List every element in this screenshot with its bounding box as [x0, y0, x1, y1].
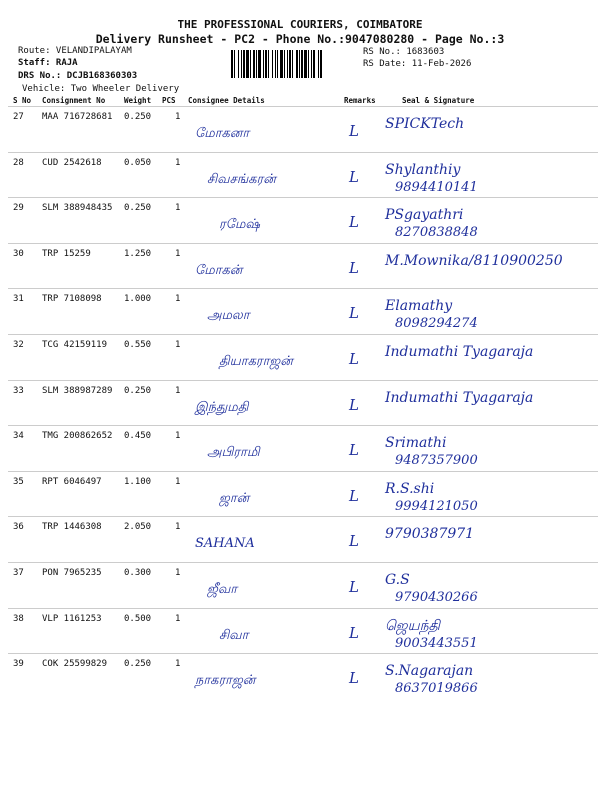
- pcs-value: 1: [175, 386, 181, 396]
- row-divider: [8, 653, 598, 654]
- remark-mark: L: [349, 122, 359, 140]
- barcode-bar: [320, 50, 322, 78]
- consignee-handwritten: ஜான்: [219, 491, 250, 506]
- signature-phone: 9894410141: [395, 180, 478, 195]
- company-title: THE PROFESSIONAL COURIERS, COIMBATORE: [177, 18, 423, 31]
- consignment-number: COK 25599829: [42, 659, 108, 669]
- weight-value: 0.250: [124, 659, 152, 669]
- consignment-number: PON 7965235: [42, 568, 102, 578]
- col-sno: S No: [13, 96, 32, 105]
- barcode-bar: [289, 50, 291, 78]
- consignee-handwritten: ஜீவா: [207, 582, 238, 597]
- consignee-handwritten: மோகனா: [195, 126, 250, 141]
- consignment-number: RPT 6046497: [42, 477, 102, 487]
- barcode-bar: [246, 50, 249, 78]
- consignment-number: SLM 388948435: [42, 203, 113, 213]
- barcode-bar: [258, 50, 261, 78]
- weight-value: 0.550: [124, 340, 152, 350]
- barcode-bar: [234, 50, 235, 78]
- barcode-bar: [308, 50, 309, 78]
- weight-value: 0.250: [124, 386, 152, 396]
- signature-phone: 8637019866: [395, 681, 478, 696]
- pcs-value: 1: [175, 431, 181, 441]
- signature-phone: 9487357900: [395, 453, 478, 468]
- consignment-number: TRP 1446308: [42, 522, 102, 532]
- barcode-bar: [304, 50, 307, 78]
- row-sno: 36: [13, 522, 24, 532]
- barcode-bar: [256, 50, 257, 78]
- barcode-image: [231, 50, 358, 78]
- consignee-handwritten: தியாகராஜன்: [219, 354, 293, 369]
- row-divider: [8, 288, 598, 289]
- signature-phone: 8098294274: [395, 316, 478, 331]
- signature-text: ஜெயந்தி: [385, 618, 441, 634]
- weight-value: 1.000: [124, 294, 152, 304]
- consignee-handwritten: ரமேஷ்: [219, 217, 260, 232]
- col-pcs: PCS: [162, 96, 176, 105]
- barcode-bar: [275, 50, 276, 78]
- row-divider: [8, 197, 598, 198]
- consignment-number: MAA 716728681: [42, 112, 113, 122]
- row-divider: [8, 425, 598, 426]
- remark-mark: L: [349, 487, 359, 505]
- barcode-bar: [272, 50, 273, 78]
- pcs-value: 1: [175, 659, 181, 669]
- consignment-number: SLM 388987289: [42, 386, 113, 396]
- consignment-number: TRP 7108098: [42, 294, 102, 304]
- row-sno: 27: [13, 112, 24, 122]
- row-divider: [8, 471, 598, 472]
- consignee-handwritten: சிவசங்கரன்: [207, 172, 276, 187]
- barcode-bar: [268, 50, 269, 78]
- barcode-bar: [241, 50, 242, 78]
- consignee-handwritten: மோகன்: [195, 263, 243, 278]
- row-sno: 32: [13, 340, 24, 350]
- barcode-bar: [243, 50, 245, 78]
- pcs-value: 1: [175, 249, 181, 259]
- runsheet-subtitle: Delivery Runsheet - PC2 - Phone No.:9047080280 - Page No.:3: [95, 32, 505, 46]
- signature-phone: 9003443551: [395, 636, 478, 651]
- pcs-value: 1: [175, 568, 181, 578]
- remark-mark: L: [349, 213, 359, 231]
- remark-mark: L: [349, 259, 359, 277]
- row-sno: 31: [13, 294, 24, 304]
- col-consignee: Consignee Details: [188, 96, 265, 105]
- pcs-value: 1: [175, 340, 181, 350]
- weight-value: 0.300: [124, 568, 152, 578]
- col-seal: Seal & Signature: [402, 96, 475, 105]
- consignment-number: TCG 42159119: [42, 340, 108, 350]
- barcode-bar: [250, 50, 251, 78]
- barcode-bar: [238, 50, 239, 78]
- consignee-handwritten: நாகராஜன்: [195, 673, 256, 688]
- row-divider: [8, 380, 598, 381]
- row-divider: [8, 106, 598, 107]
- pcs-value: 1: [175, 294, 181, 304]
- row-divider: [8, 152, 598, 153]
- signature-text: Indumathi Tyagaraja: [385, 344, 534, 360]
- col-weight: Weight: [124, 96, 152, 105]
- remark-mark: L: [349, 578, 359, 596]
- weight-value: 2.050: [124, 522, 152, 532]
- weight-value: 0.050: [124, 158, 152, 168]
- signature-phone: 9790430266: [395, 590, 478, 605]
- pcs-value: 1: [175, 614, 181, 624]
- remark-mark: L: [349, 441, 359, 459]
- weight-value: 0.500: [124, 614, 152, 624]
- barcode-bar: [296, 50, 298, 78]
- row-sno: 29: [13, 203, 24, 213]
- barcode-bar: [313, 50, 315, 78]
- pcs-value: 1: [175, 158, 181, 168]
- signature-text: S.Nagarajan: [385, 663, 474, 679]
- drs-number: DRS No.: DCJB168360303: [18, 71, 138, 81]
- row-sno: 30: [13, 249, 24, 259]
- barcode-bar: [287, 50, 288, 78]
- barcode-bar: [277, 50, 278, 78]
- row-sno: 34: [13, 431, 24, 441]
- remark-mark: L: [349, 532, 359, 550]
- rs-date: RS Date: 11-Feb-2026: [363, 59, 472, 69]
- row-sno: 39: [13, 659, 24, 669]
- remark-mark: L: [349, 396, 359, 414]
- pcs-value: 1: [175, 522, 181, 532]
- consignee-handwritten: அபிராமி: [207, 445, 260, 460]
- remark-mark: L: [349, 168, 359, 186]
- row-sno: 33: [13, 386, 24, 396]
- vehicle-label: Vehicle: Two Wheeler Delivery: [22, 84, 180, 94]
- barcode-bar: [292, 50, 293, 78]
- weight-value: 0.450: [124, 431, 152, 441]
- signature-phone: 8270838848: [395, 225, 478, 240]
- signature-text: M.Mownika/8110900250: [385, 253, 563, 269]
- pcs-value: 1: [175, 477, 181, 487]
- weight-value: 1.100: [124, 477, 152, 487]
- staff-label: Staff: RAJA: [18, 58, 78, 68]
- rs-number: RS No.: 1683603: [363, 47, 445, 57]
- weight-value: 0.250: [124, 203, 152, 213]
- barcode-bar: [231, 50, 233, 78]
- consignment-number: CUD 2542618: [42, 158, 102, 168]
- col-consignment: Consignment No: [42, 96, 106, 105]
- remark-mark: L: [349, 624, 359, 642]
- row-divider: [8, 243, 598, 244]
- col-remarks: Remarks: [344, 96, 376, 105]
- remark-mark: L: [349, 350, 359, 368]
- consignee-handwritten: SAHANA: [195, 536, 255, 551]
- remark-mark: L: [349, 304, 359, 322]
- barcode-bar: [301, 50, 303, 78]
- signature-text: G.S: [385, 572, 410, 588]
- row-sno: 28: [13, 158, 24, 168]
- consignee-handwritten: சிவா: [219, 628, 249, 643]
- signature-text: 9790387971: [385, 526, 475, 542]
- barcode-bar: [284, 50, 285, 78]
- route-label: Route: VELANDIPALAYAM: [18, 46, 132, 56]
- consignment-number: VLP 1161253: [42, 614, 102, 624]
- signature-text: Shylanthiy: [385, 162, 461, 178]
- consignment-number: TRP 15259: [42, 249, 91, 259]
- consignee-handwritten: அமலா: [207, 308, 250, 323]
- row-divider: [8, 608, 598, 609]
- barcode-bar: [263, 50, 264, 78]
- barcode-bar: [318, 50, 319, 78]
- weight-value: 0.250: [124, 112, 152, 122]
- barcode-bar: [265, 50, 267, 78]
- signature-text: R.S.shi: [385, 481, 435, 497]
- signature-phone: 9994121050: [395, 499, 478, 514]
- weight-value: 1.250: [124, 249, 152, 259]
- signature-text: SPICKTech: [385, 116, 465, 132]
- consignee-handwritten: இந்துமதி: [195, 400, 249, 415]
- row-divider: [8, 562, 598, 563]
- barcode-bar: [253, 50, 255, 78]
- barcode-bar: [311, 50, 312, 78]
- row-sno: 38: [13, 614, 24, 624]
- signature-text: PSgayathri: [385, 207, 464, 223]
- signature-text: Indumathi Tyagaraja: [385, 390, 534, 406]
- pcs-value: 1: [175, 112, 181, 122]
- row-divider: [8, 516, 598, 517]
- barcode-bar: [280, 50, 283, 78]
- consignment-number: TMG 200862652: [42, 431, 113, 441]
- row-divider: [8, 334, 598, 335]
- signature-text: Srimathi: [385, 435, 447, 451]
- signature-text: Elamathy: [385, 298, 453, 314]
- barcode-bar: [299, 50, 300, 78]
- remark-mark: L: [349, 669, 359, 687]
- row-sno: 37: [13, 568, 24, 578]
- pcs-value: 1: [175, 203, 181, 213]
- row-sno: 35: [13, 477, 24, 487]
